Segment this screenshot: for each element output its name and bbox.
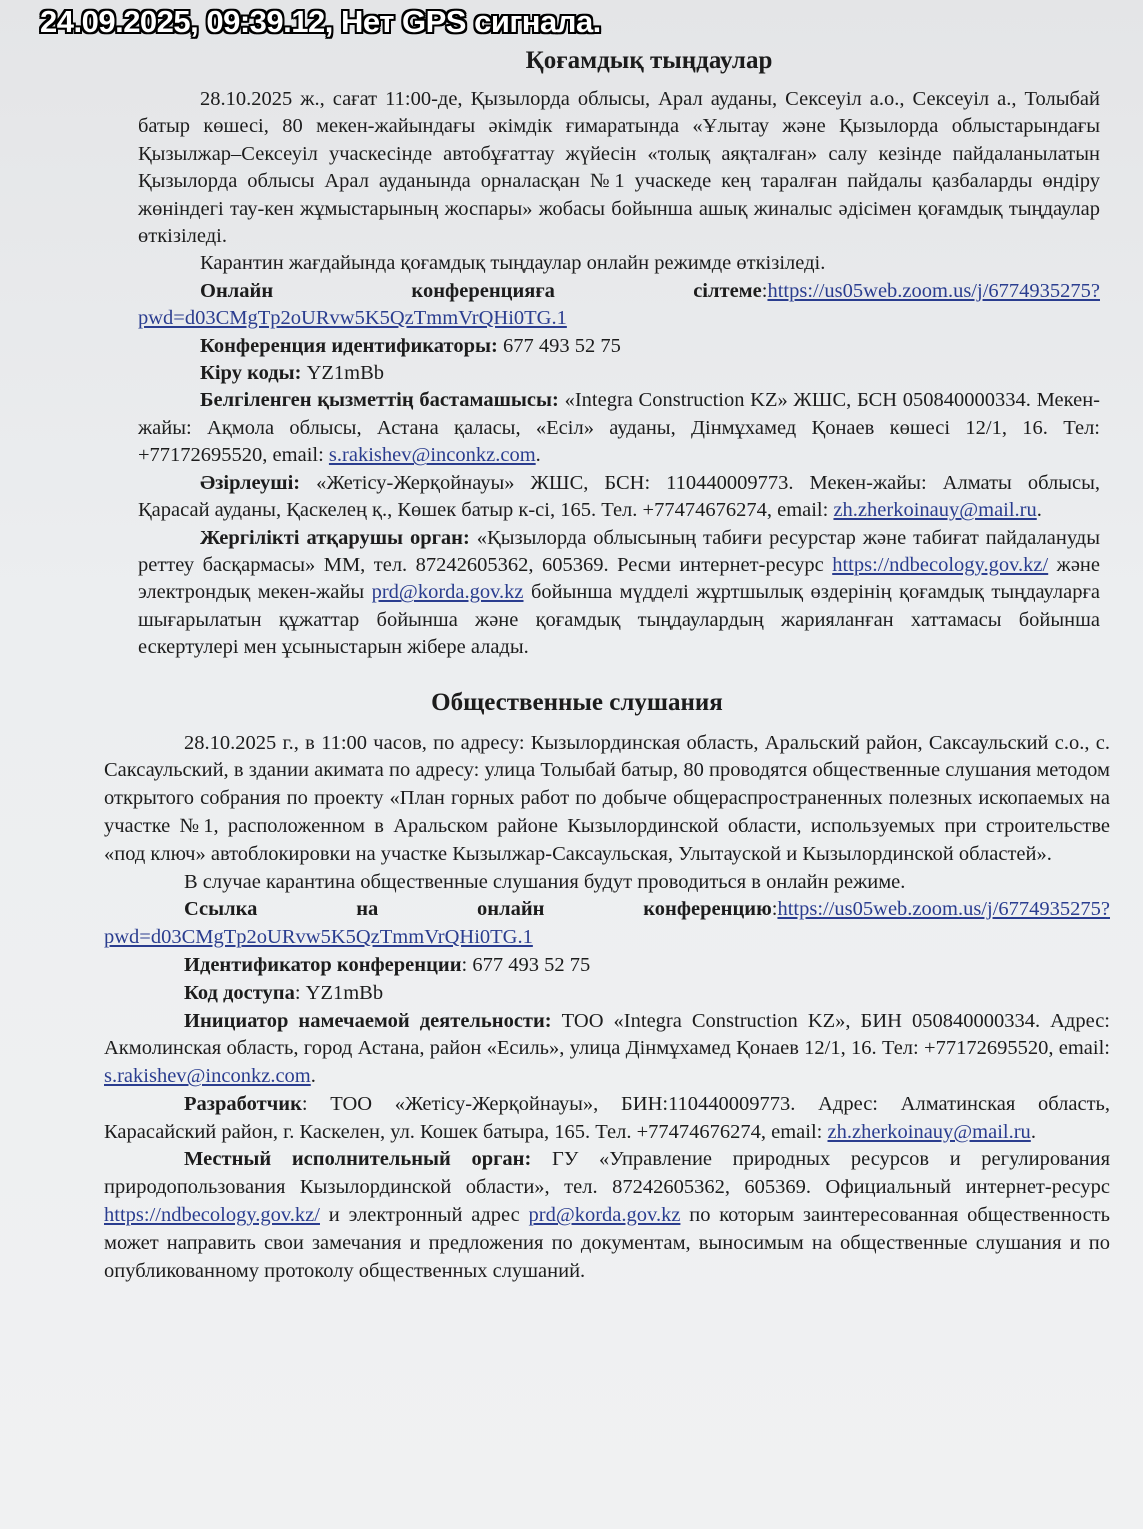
text: . (1030, 1120, 1036, 1143)
paragraph (104, 896, 1110, 952)
field-label: Кіру коды: (200, 362, 302, 385)
text: 677 493 52 75 (497, 334, 621, 357)
paragraph (138, 250, 1100, 277)
field-label: Идентификатор конференции (184, 953, 462, 976)
url-link[interactable]: https://us05web.zoom.us/j/6774935275?pwd=d03CMgTp2oURvw5K5QzTmmVrQHi0TG.1 (104, 898, 1110, 949)
text: . (1036, 499, 1042, 522)
paragraph (104, 1091, 1110, 1147)
paragraph (138, 333, 1100, 360)
url-link[interactable]: https://us05web.zoom.us/j/6774935275?pwd=d03CMgTp2oURvw5K5QzTmmVrQHi0TG.1 (138, 279, 1100, 330)
text: : (761, 279, 768, 302)
url-link[interactable]: https://ndbecology.gov.kz/ (832, 553, 1049, 576)
paragraph (138, 470, 1100, 525)
text: Карантин жағдайында қоғамдық тыңдаулар онлайн режимде өткізіледі. (200, 252, 826, 275)
text: YZ1mBb (301, 362, 385, 385)
text: «Қызылорда облысының табиғи ресурстар және табиғат пайдалануды реттеу басқармасы» ММ, тел. 87242605362, 605369. Ресми интернет-ресурс (138, 526, 1100, 576)
field-label: Жергілікті атқарушы орган: (200, 526, 470, 549)
text: : ТОО «Жетісу-Жерқойнауы», БИН:110440009773. Адрес: Алматинская область, Карасайский район, г. Каскелен, ул. Кошек батыра, 165. Тел. +77474676274, email: (104, 1092, 1110, 1143)
text: 28.10.2025 ж., сағат 11:00-де, Қызылорда облысы, Арал ауданы, Сексеуіл а.о., Сексеуіл а., Толыбай батыр көшесі, 80 мекен-жайындағы әкімдік ғимаратында «Ұлытау және Қызылорда облыстарындағы Қызылжар–Сексеуіл учаскесінде автобұғаттау жүйесін «толық аяқталған» салу кезінде пайдаланылатын Қызылорда облысы Арал ауданында орналасқан №1 учаскеде кең таралған пайдалы қазбаларды өндіру жөніндегі тау-кен жұмыстарының жоспары» жобасы бойынша ашық жиналыс әдісімен қоғамдық тыңдаулар өткізіледі. (138, 88, 1100, 248)
email-link[interactable]: zh.zherkoinauy@mail.ru (833, 499, 1037, 522)
paragraph (138, 86, 1100, 250)
paragraph (104, 1146, 1110, 1285)
text: : YZ1mBb (294, 981, 384, 1004)
text: «Integra Construction KZ» ЖШС, БСН 050840000334. Мекен-жайы: Ақмола облысы, Астана қаласы, «Есіл» ауданы, Дінмұхамед Қонаев көшесі 12/1, 16. Тел: +77172695520, email: (138, 389, 1100, 467)
paragraph (104, 1008, 1110, 1091)
email-link[interactable]: prd@korda.gov.kz (371, 581, 524, 604)
text: ГУ «Управление природных ресурсов и регулирования природопользования Кызылординской области», тел. 87242605362, 605369. Официальный интернет-ресурс (104, 1148, 1110, 1199)
text: . (310, 1065, 316, 1088)
text: «Жетісу-Жерқойнауы» ЖШС, БСН: 110440009773. Мекен-жайы: Алматы облысы, Қарасай ауданы, Қаскелең қ., Көшек батыр к-сі, 165. Тел. +77474676274, email: (138, 471, 1100, 522)
text: : (771, 898, 778, 921)
text: бойынша мүдделі жұртшылық өздерінің қоғамдық тыңдауларға шығарылатын құжаттар бойынша және қоғамдық тыңдаулардың жарияланған хаттамасы бойынша ескертулері мен ұсыныстарын жібере алады. (138, 581, 1100, 659)
field-label: Местный исполнительный орган: (184, 1148, 532, 1171)
paragraph (104, 980, 1110, 1008)
email-link[interactable]: prd@korda.gov.kz (528, 1204, 681, 1227)
paragraph (104, 869, 1110, 897)
text: : 677 493 52 75 (461, 953, 591, 976)
field-label: Конференция идентификаторы: (200, 334, 498, 357)
russian-section (104, 688, 1110, 1286)
field-label: Ссылка на онлайн конференцию (184, 898, 772, 921)
field-label: Инициатор намечаемой деятельности: (184, 1009, 552, 1032)
paragraph (104, 730, 1110, 869)
paragraph (104, 952, 1110, 980)
russian-body (104, 730, 1110, 1286)
text: 28.10.2025 г., в 11:00 часов, по адресу: Кызылординская область, Аральский район, Саксаульский с.о., с. Саксаульский, в здании акимата по адресу: улица Толыбай батыр, 80 проводятся общественные слушания методом открытого собрания по проекту «План горных работ по добыче общераспространенных полезных ископаемых на участке №1, расположенном в Аральском районе Кызылординской области, используемых при строительстве «под ключ» автоблокировки на участке Кызылжар-Саксаульская, Улытауской и Кызылординской областей». (104, 731, 1110, 865)
kazakh-body (138, 86, 1100, 662)
paragraph (138, 525, 1100, 662)
field-label: Белгіленген қызметтің бастамашысы: (200, 389, 559, 412)
text: ТОО «Integra Construction KZ», БИН 050840000334. Адрес: Акмолинская область, город Астана, район «Есиль», улица Дінмұхамед Қонаев 12/1, 16. Тел: +77172695520, email: (104, 1009, 1110, 1060)
paragraph (138, 360, 1100, 387)
kazakh-section (138, 44, 1100, 662)
field-label: Онлайн конференцияға сілтеме (200, 279, 762, 302)
text: и электронный адрес (319, 1204, 529, 1227)
email-link[interactable]: s.rakishev@inconkz.com (328, 444, 536, 467)
field-label: Код доступа (184, 981, 295, 1004)
kazakh-title: Қоғамдық тыңдаулар (525, 47, 773, 74)
text: В случае карантина общественные слушания будут проводиться в онлайн режиме. (184, 870, 906, 893)
paragraph (138, 387, 1100, 469)
text: . (535, 444, 541, 467)
russian-title: Общественные слушания (431, 688, 723, 716)
email-link[interactable]: zh.zherkoinauy@mail.ru (827, 1120, 1031, 1143)
text: және электрондық мекен-жайы (138, 553, 1100, 604)
email-link[interactable]: s.rakishev@inconkz.com (104, 1065, 311, 1088)
field-label: Разработчик (184, 1092, 302, 1115)
paragraph (138, 278, 1100, 333)
text: по которым заинтересованная общественность может направить свои замечания и предложения по документам, выносимым на общественные слушания и по опубликованному протоколу общественных слушаний. (104, 1204, 1110, 1282)
url-link[interactable]: https://ndbecology.gov.kz/ (104, 1204, 320, 1227)
photo-timestamp-overlay: 24.09.2025, 09:39.12, Нет GPS сигнала. (40, 4, 601, 39)
field-label: Әзірлеуші: (200, 471, 301, 494)
